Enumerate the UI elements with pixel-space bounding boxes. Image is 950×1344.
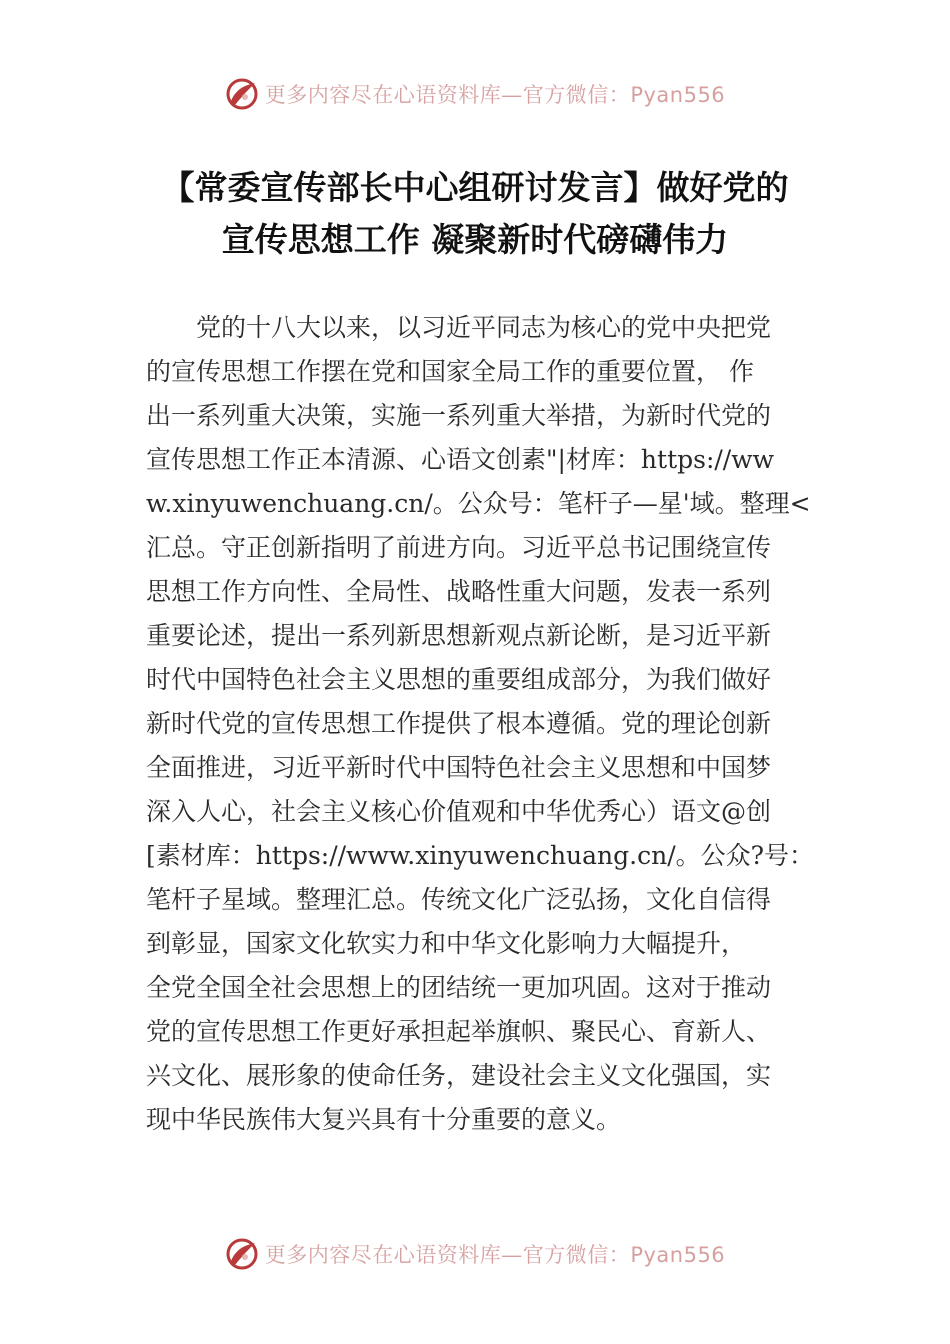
body-line: 党的宣传思想工作更好承担起举旗帜、聚民心、育新人、 (146, 1017, 772, 1046)
body-line: 全党全国全社会思想上的团结统一更加巩固。这对于推动 (146, 973, 772, 1002)
body-line: 全面推进，习近平新时代中国特色社会主义思想和中国梦 (146, 753, 772, 782)
footer-banner (0, 1232, 950, 1276)
body-line: 宣传思想工作正本清源、心语文创素"|材库：https://ww (146, 445, 775, 474)
body-line: 出一系列重大决策，实施一系列重大举措，为新时代党的 (146, 401, 772, 430)
body-line: 思想工作方向性、全局性、战略性重大问题，发表一系列 (146, 577, 772, 606)
title-line-1: 【常委宣传部长中心组研讨发言】做好党的 (161, 168, 789, 207)
body-line: 到彰显，国家文化软实力和中华文化影响力大幅提升， (146, 929, 747, 958)
body-line: 新时代党的宣传思想工作提供了根本遵循。党的理论创新 (146, 709, 772, 738)
body-line: 笔杆子星域。整理汇总。传统文化广泛弘扬，文化自信得 (146, 885, 772, 914)
wechat-id: Pyan556 (630, 83, 726, 107)
title-line-2: 宣传思想工作 凝聚新时代磅礴伟力 (221, 220, 729, 259)
body-line: 汇总。守正创新指明了前进方向。习近平总书记围绕宣传 (146, 533, 772, 562)
body-line: 的宣传思想工作摆在党和国家全局工作的重要位置， 作 (146, 357, 754, 386)
body-line: 时代中国特色社会主义思想的重要组成部分，为我们做好 (146, 665, 772, 694)
body-line: 现中华民族伟大复兴具有十分重要的意义。 (146, 1105, 622, 1134)
document-title (0, 162, 950, 266)
body-line: w.xinyuwenchuang.cn/。公众号：笔杆子—星'域。整理< (146, 489, 811, 518)
header-banner (0, 72, 950, 116)
body-line: 党的十八大以来，以习近平同志为核心的党中央把党 (196, 313, 772, 342)
body-line: 兴文化、展形象的使命任务，建设社会主义文化强国，实 (146, 1061, 772, 1090)
banner-text: 更多内容尽在心语资料库—官方微信：Pyan556 (264, 83, 726, 107)
body-line: 重要论述，提出一系列新思想新观点新论断，是习近平新 (146, 621, 772, 650)
body-text (146, 306, 826, 1142)
body-line: 深入人心，社会主义核心价值观和中华优秀心）语文@创 (146, 797, 772, 826)
brand-logo-icon (225, 77, 259, 111)
body-line: [素材库：https://www.xinyuwenchuang.cn/。公众?号： (146, 841, 815, 870)
wechat-id: Pyan556 (630, 1243, 726, 1267)
brand-logo-icon (225, 1237, 259, 1271)
banner-text: 更多内容尽在心语资料库—官方微信：Pyan556 (264, 1243, 726, 1267)
